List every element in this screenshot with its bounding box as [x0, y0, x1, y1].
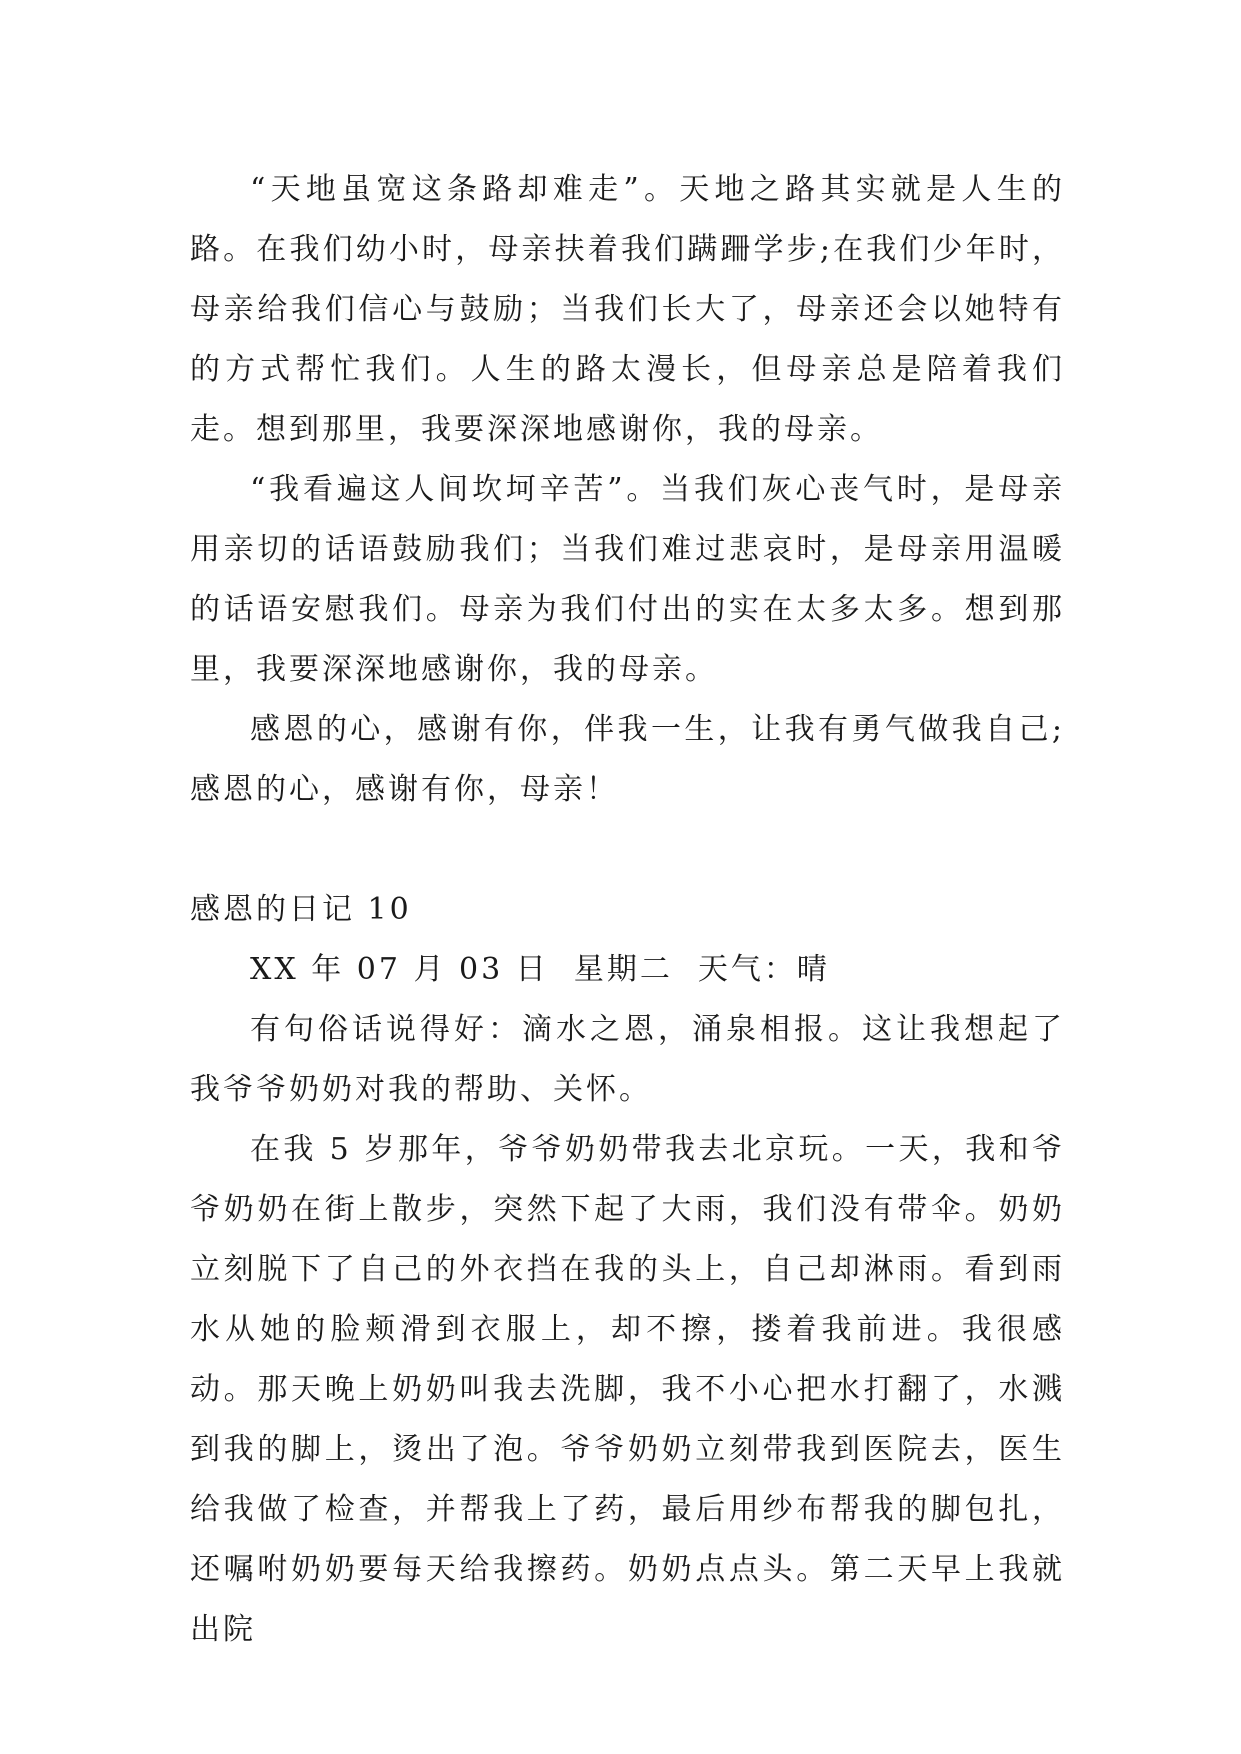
- diary-date-line: XX 年 07 月 03 日 星期二 天气：晴: [250, 952, 830, 987]
- paragraph-grateful-heart: 感恩的心，感谢有你，伴我一生，让我有勇气做我自己;感恩的心，感谢有你，母亲！: [190, 712, 1065, 807]
- section-title: 感恩的日记 10: [190, 892, 412, 927]
- document-body: [190, 160, 1065, 1660]
- paragraph-road: “天地虽宽这条路却难走”。天地之路其实就是人生的路。在我们幼小时，母亲扶着我们蹒跚学步;在我们少年时，母亲给我们信心与鼓励；当我们长大了，母亲还会以她特有的方式帮忙我们。人生的路太漫长，但母亲总是陪着我们走。想到那里，我要深深地感谢你，我的母亲。: [190, 172, 1065, 447]
- paragraph-beijing-story: 在我 5 岁那年，爷爷奶奶带我去北京玩。一天，我和爷爷奶奶在街上散步，突然下起了大雨，我们没有带伞。奶奶立刻脱下了自己的外衣挡在我的头上，自己却淋雨。看到雨水从她的脸颊滑到衣服上，却不擦，搂着我前进。我很感动。那天晚上奶奶叫我去洗脚，我不小心把水打翻了，水溅到我的脚上，烫出了泡。爷爷奶奶立刻带我到医院去，医生给我做了检查，并帮我上了药，最后用纱布帮我的脚包扎，还嘱咐奶奶要每天给我擦药。奶奶点点头。第二天早上我就出院: [190, 1132, 1065, 1647]
- paragraph-hardship: “我看遍这人间坎坷辛苦”。当我们灰心丧气时，是母亲用亲切的话语鼓励我们；当我们难过悲哀时，是母亲用温暖的话语安慰我们。母亲为我们付出的实在太多太多。想到那里，我要深深地感谢你，我的母亲。: [190, 472, 1065, 687]
- paragraph-proverb: 有句俗话说得好：滴水之恩，涌泉相报。这让我想起了我爷爷奶奶对我的帮助、关怀。: [190, 1012, 1065, 1107]
